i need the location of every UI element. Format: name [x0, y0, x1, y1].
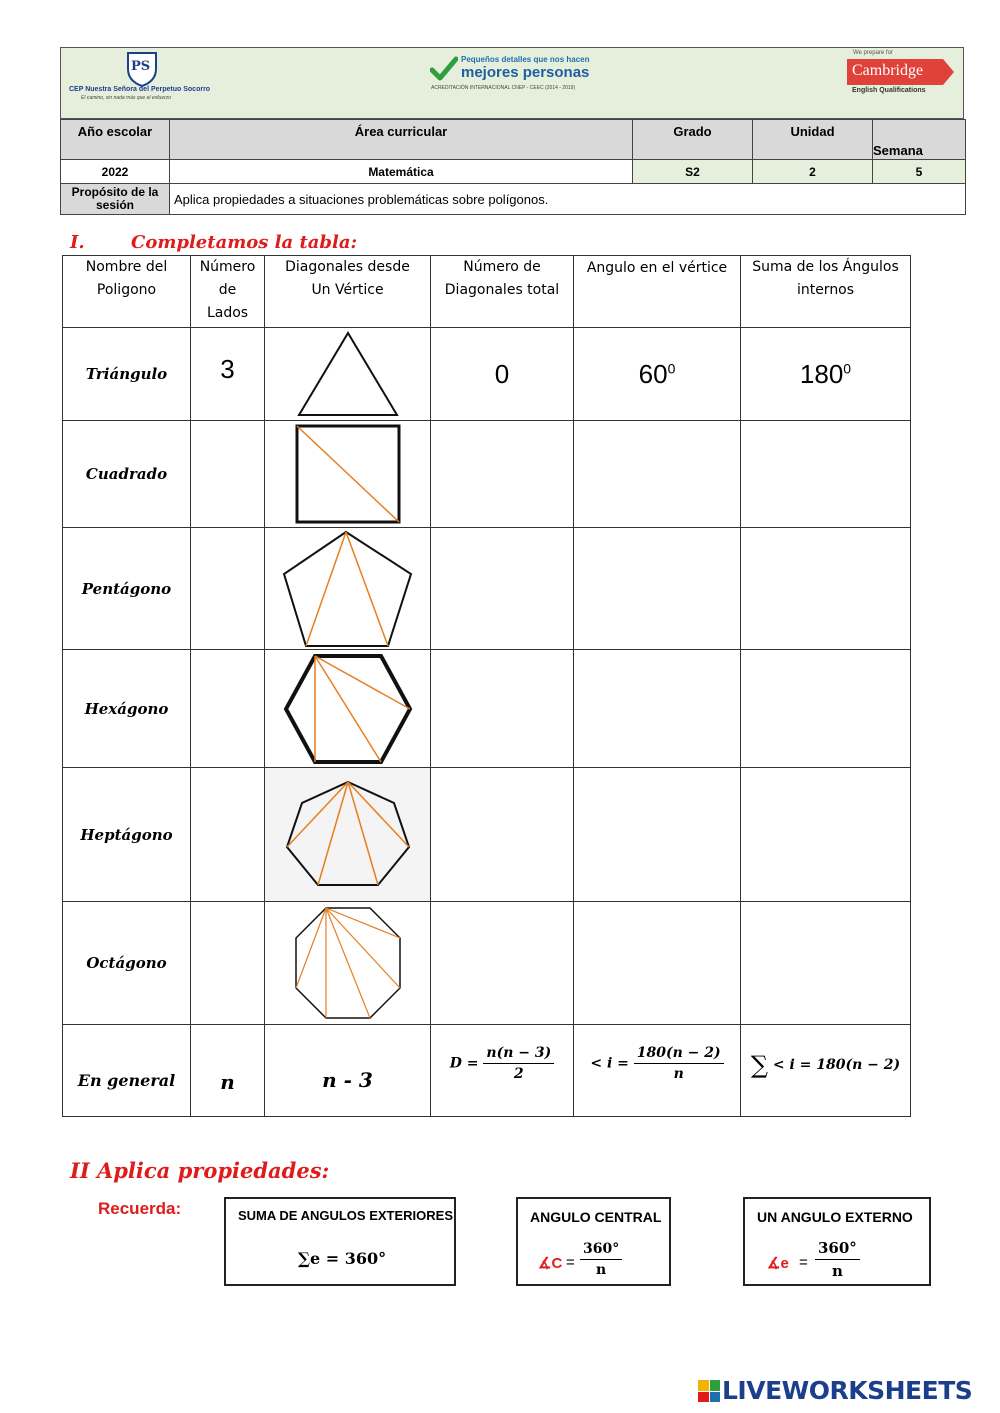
diagonal-line: [326, 908, 400, 988]
general-row: [63, 1025, 911, 1117]
pentagon-shape: [281, 529, 415, 649]
header-grade: Grado: [633, 120, 753, 160]
sides-input[interactable]: [191, 768, 265, 902]
diagonal-figure-cell: [265, 650, 431, 768]
value-area: Matemática: [170, 160, 633, 184]
vertex-angle-input[interactable]: [574, 328, 741, 421]
diagonal-line: [346, 532, 388, 646]
sides-input[interactable]: [191, 650, 265, 768]
angle-sum-value: 180: [799, 358, 844, 389]
value-year: 2022: [61, 160, 170, 184]
angle-sum-input[interactable]: [741, 768, 911, 902]
heptagon-shape: [283, 779, 413, 891]
total-formula-num: n(n − 3): [483, 1045, 554, 1064]
angle-sum-input[interactable]: [741, 421, 911, 528]
diagonal-figure-cell: [265, 421, 431, 528]
box3-lhs: ∡e: [767, 1255, 789, 1272]
diagonal-line: [326, 908, 370, 1018]
liveworksheets-logo-icon: [698, 1380, 720, 1402]
general-label: En general: [63, 1025, 191, 1117]
box2-fraction: [580, 1241, 622, 1278]
exterior-angles-box: [224, 1197, 456, 1286]
col-header-name: Nombre del Poligono: [63, 256, 191, 328]
central-angle-box: [516, 1197, 671, 1286]
diagonal-line: [297, 426, 399, 522]
box3-fraction: [815, 1239, 860, 1280]
general-sum-formula: [741, 1025, 911, 1117]
vertex-angle-degree: 0: [667, 359, 676, 376]
angle-sum-input[interactable]: [741, 650, 911, 768]
box1-formula: ∑e = 360°: [298, 1249, 387, 1268]
total-formula-lhs: D =: [449, 1055, 479, 1072]
cambridge-brand: Cambridge: [852, 62, 924, 79]
purpose-label: Propósito de la sesión: [61, 184, 170, 215]
box2-title: ANGULO CENTRAL: [530, 1209, 662, 1225]
diagonal-line: [306, 532, 346, 646]
total-diagonals-input[interactable]: [431, 650, 574, 768]
sides-input[interactable]: 3: [191, 328, 265, 421]
box2-num: 360°: [580, 1241, 622, 1260]
header-area: Área curricular: [170, 120, 633, 160]
table-row: [63, 768, 911, 902]
sum-formula-text: < i = 180(n − 2): [772, 1057, 901, 1073]
cambridge-sub: English Qualifications: [852, 87, 926, 94]
box3-num: 360°: [815, 1239, 860, 1260]
table-row: [63, 902, 911, 1025]
value-grade: S2: [633, 160, 753, 184]
header-banner: [60, 47, 964, 119]
sides-input[interactable]: [191, 421, 265, 528]
table-row: [63, 328, 911, 421]
vertex-angle-input[interactable]: [574, 902, 741, 1025]
angle-formula-fraction: [634, 1045, 724, 1082]
box2-den: n: [596, 1262, 607, 1278]
value-unit: 2: [753, 160, 873, 184]
box3-title: UN ANGULO EXTERNO: [757, 1209, 913, 1225]
table-row: [63, 650, 911, 768]
diagonal-line: [326, 908, 400, 938]
triangle-shape: [293, 329, 403, 419]
total-diagonals-input[interactable]: [431, 768, 574, 902]
total-diagonals-input[interactable]: [431, 902, 574, 1025]
box2-eq: =: [566, 1254, 575, 1271]
general-angle-formula: [574, 1025, 741, 1117]
tagline-top: Pequeños detalles que nos hacen: [461, 55, 590, 64]
octagon-shape: [292, 904, 404, 1022]
total-diagonals-input[interactable]: [431, 528, 574, 650]
angle-sum-input[interactable]: [741, 528, 911, 650]
accreditation-text: ACREDITACIÓN INTERNACIONAL CNEP - CEEC (2014 - 2019): [431, 85, 576, 91]
total-diagonals-input[interactable]: [431, 421, 574, 528]
box2-lhs: ∡C: [538, 1255, 563, 1272]
general-total-formula: [431, 1025, 574, 1117]
box3-den: n: [831, 1262, 843, 1280]
vertex-angle-input[interactable]: [574, 528, 741, 650]
box3-eq: =: [799, 1254, 808, 1271]
angle-formula-lhs: < i =: [590, 1055, 629, 1072]
col-header-diag-total: Número de Diagonales total: [431, 256, 574, 328]
diagonal-line: [315, 656, 381, 762]
total-formula-den: 2: [513, 1066, 524, 1082]
value-week: 5: [873, 160, 966, 184]
angle-sum-input[interactable]: [741, 902, 911, 1025]
vertex-angle-input[interactable]: [574, 421, 741, 528]
table-row: [63, 528, 911, 650]
square-shape: [293, 422, 403, 526]
col-header-sum: Suma de los Ángulos internos: [741, 256, 911, 328]
vertex-angle-input[interactable]: [574, 768, 741, 902]
section1-number: I.: [70, 232, 85, 253]
general-diag-vertex: n - 3: [265, 1025, 431, 1117]
sides-input[interactable]: [191, 528, 265, 650]
header-week: Semana: [873, 120, 966, 160]
school-motto: El camino, sin nada más que el esfuerzo: [81, 95, 172, 101]
tagline-main: mejores personas: [461, 64, 590, 81]
angle-formula-den: n: [673, 1066, 684, 1082]
diagonal-line: [296, 908, 326, 988]
vertex-angle-value: 60: [638, 358, 668, 389]
school-name: CEP Nuestra Señora del Perpetuo Socorro: [69, 86, 211, 93]
section1-title: Completamos la tabla:: [131, 232, 358, 253]
box1-title: SUMA DE ANGULOS EXTERIORES: [238, 1208, 454, 1223]
table-row: [63, 421, 911, 528]
general-sides: n: [191, 1025, 265, 1117]
session-info-table: [60, 119, 966, 215]
school-logo-text: PS: [131, 59, 151, 74]
angle-formula-num: 180(n − 2): [634, 1045, 724, 1064]
sides-input[interactable]: [191, 902, 265, 1025]
total-formula-fraction: [483, 1045, 554, 1082]
checkmark-icon: [430, 56, 458, 82]
angle-sum-input[interactable]: [741, 328, 911, 421]
col-header-sides: Número de Lados: [191, 256, 265, 328]
diagonal-figure-cell: [265, 768, 431, 902]
purpose-text: Aplica propiedades a situaciones problemáticas sobre polígonos.: [170, 184, 966, 215]
col-header-angle: Angulo en el vértice: [574, 256, 741, 328]
row-name: Octágono: [63, 902, 191, 1025]
total-diagonals-input[interactable]: 0: [431, 328, 574, 421]
row-name: Cuadrado: [63, 421, 191, 528]
row-name: Hexágono: [63, 650, 191, 768]
row-name: Heptágono: [63, 768, 191, 902]
section2-title: II Aplica propiedades:: [70, 1158, 330, 1183]
hexagon-shape: [282, 652, 414, 766]
diagonal-figure-cell: [265, 528, 431, 650]
row-name: Triángulo: [63, 328, 191, 421]
col-header-diag-vertex: Diagonales desde Un Vértice: [265, 256, 431, 328]
remember-label: Recuerda:: [98, 1199, 182, 1218]
diagonal-figure-cell: [265, 902, 431, 1025]
angle-sum-degree: 0: [843, 359, 852, 376]
row-name: Pentágono: [63, 528, 191, 650]
header-unit: Unidad: [753, 120, 873, 160]
cambridge-pre: We prepare for: [853, 50, 893, 56]
diagonal-figure-cell: [265, 328, 431, 421]
external-angle-box: [743, 1197, 931, 1286]
header-year: Año escolar: [61, 120, 170, 160]
liveworksheets-brand: LIVEWORKSHEETS: [722, 1376, 973, 1405]
sum-symbol: ∑: [750, 1051, 768, 1079]
vertex-angle-input[interactable]: [574, 650, 741, 768]
polygon-table: [62, 255, 911, 1117]
